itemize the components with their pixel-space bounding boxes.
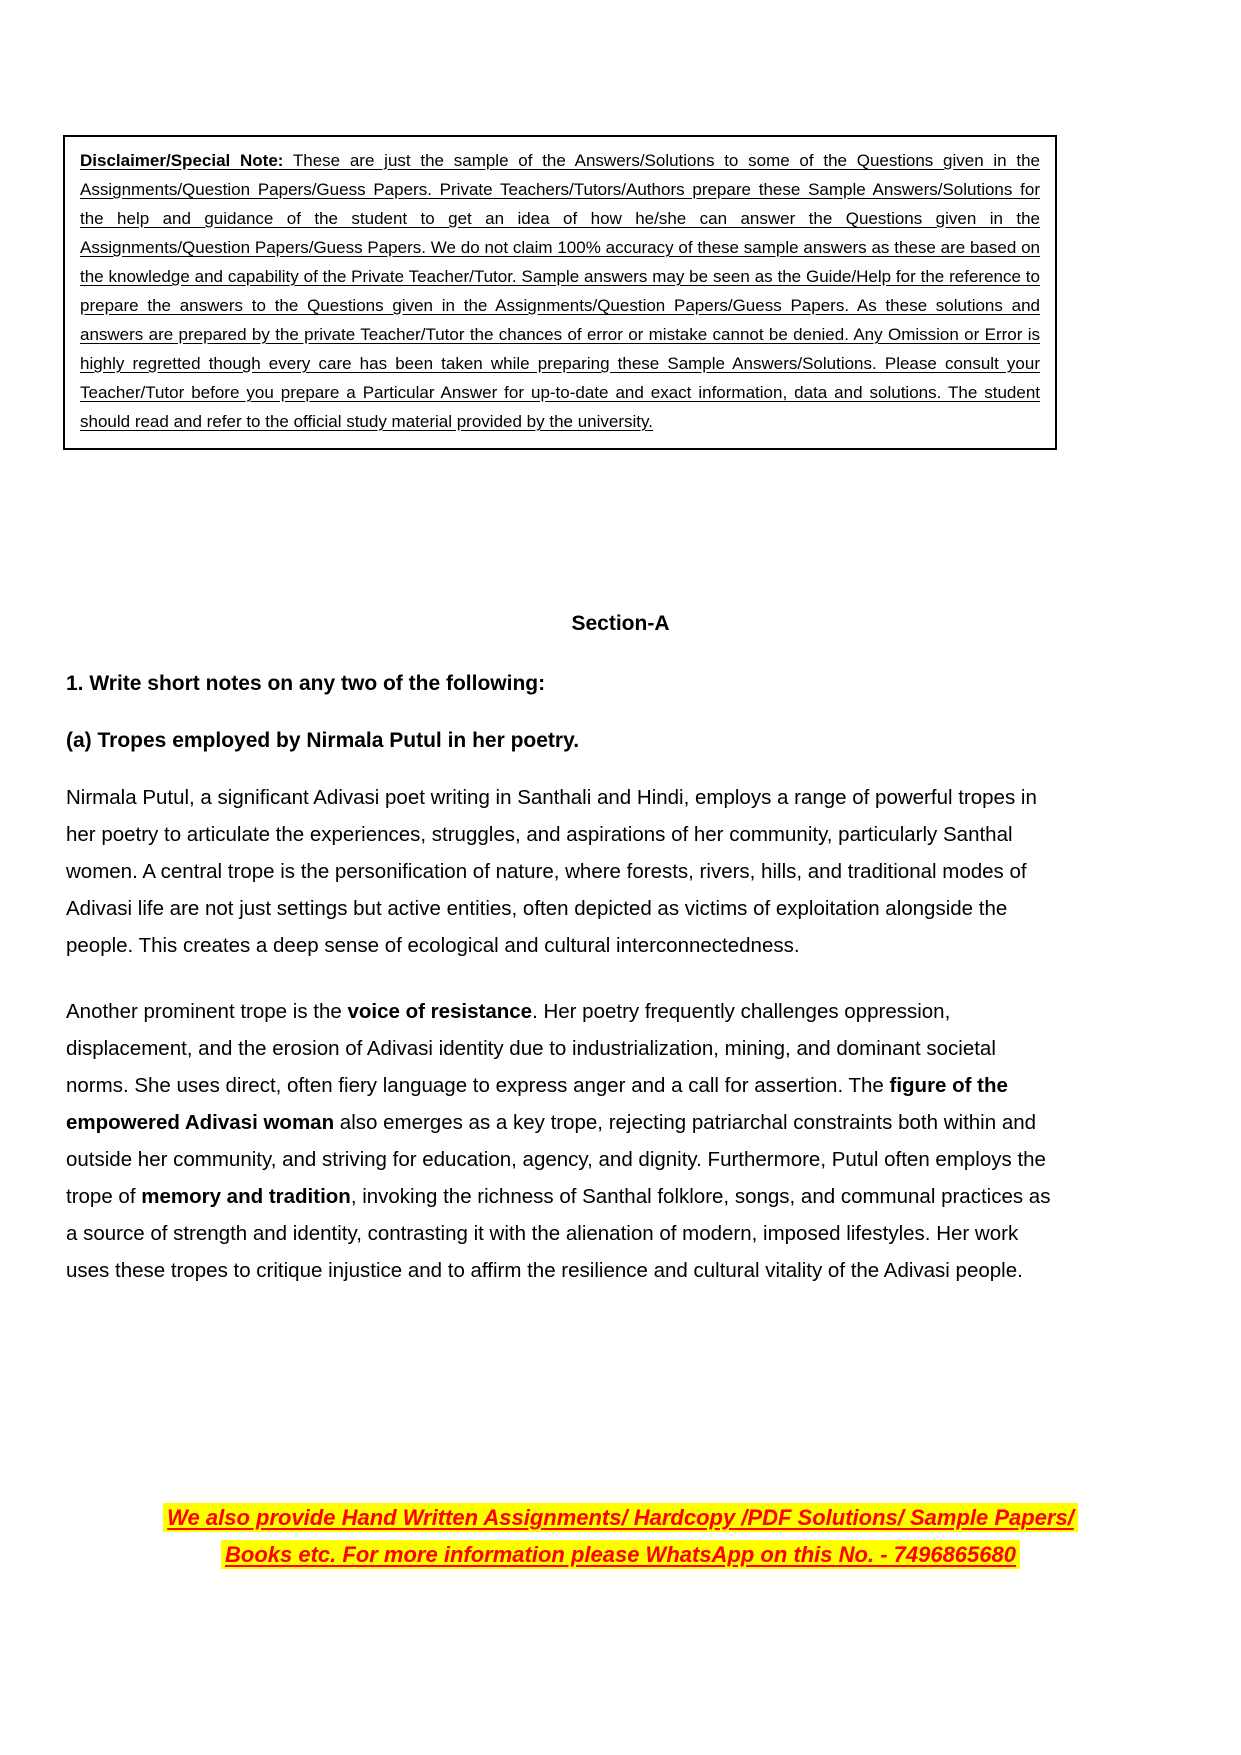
question-1a-title: (a) Tropes employed by Nirmala Putul in her poetry.	[66, 729, 580, 752]
disclaimer-box	[63, 135, 1057, 450]
answer-paragraph-2	[66, 993, 1056, 1289]
footer-note	[0, 1499, 1241, 1573]
question-1-title: 1. Write short notes on any two of the following:	[66, 672, 546, 695]
text-segment: also emerges as a key trope, rejecting patriarchal constraints both within and outside her community, and striving for education, agency, and dignity. Furthermore, Putul often employs the trope of	[66, 1111, 1046, 1208]
bold-phrase-memory-and-tradition: memory and tradition	[141, 1185, 351, 1208]
footer-line-2	[0, 1536, 1241, 1573]
disclaimer-text	[80, 146, 1040, 436]
disclaimer-label: Disclaimer/Special Note:	[80, 151, 284, 170]
footer-line-1	[0, 1499, 1241, 1536]
bold-phrase-voice-of-resistance: voice of resistance	[347, 1000, 533, 1023]
answer-paragraph-1: Nirmala Putul, a significant Adivasi poet writing in Santhali and Hindi, employs a range of powerful tropes in her poetry to articulate the experiences, struggles, and aspirations of her community, particularly Santhal women. A central trope is the personification of nature, where forests, rivers, hills, and traditional modes of Adivasi life are not just settings but active entities, often depicted as victims of exploitation alongside the people. This creates a deep sense of ecological and cultural interconnectedness.	[66, 786, 1037, 957]
text-segment: . Her poetry frequently challenges oppression, displacement, and the erosion of Adivasi identity due to industrialization, mining, and dominant societal norms. She uses direct, often fiery language to express anger and a call for assertion. The	[66, 1000, 996, 1097]
text-segment: Another prominent trope is the	[66, 1000, 348, 1023]
disclaimer-body: These are just the sample of the Answers/Solutions to some of the Questions given in the Assignments/Question Papers/Guess Papers. Private Teachers/Tutors/Authors prepare these Sample Answers/Solutions for the help and guidance of the student to get an idea of how he/she can answer the Questions given in the Assignments/Question Papers/Guess Papers. We do not claim 100% accuracy of these sample answers as these are based on the knowledge and capability of the Private Teacher/Tutor. Sample answers may be seen as the Guide/Help for the reference to prepare the answers to the Questions given in the Assignments/Question Papers/Guess Papers. As these solutions and answers are prepared by the private Teacher/Tutor the chances of error or mistake cannot be denied. Any Omission or Error is highly regretted though every care has been taken while preparing these Sample Answers/Solutions. Please consult your Teacher/Tutor before you prepare a Particular Answer for up-to-date and exact information, data and solutions. The student should read and refer to the official study material provided by the university.	[80, 151, 1040, 431]
bold-phrase-empowered-adivasi-woman: figure of the empowered Adivasi woman	[66, 1074, 1008, 1134]
text-segment: , invoking the richness of Santhal folklore, songs, and communal practices as a source of strength and identity, contrasting it with the alienation of modern, imposed lifestyles. Her work uses these tropes to critique injustice and to affirm the resilience and cultural vitality of the Adivasi people.	[66, 1185, 1051, 1282]
footer-line-1-text: We also provide Hand Written Assignments/ Hardcopy /PDF Solutions/ Sample Papers/	[163, 1503, 1078, 1532]
footer-line-2-text: Books etc. For more information please WhatsApp on this No. - 7496865680	[221, 1540, 1020, 1569]
section-heading: Section-A	[571, 612, 670, 635]
answer-body	[66, 779, 1056, 1318]
